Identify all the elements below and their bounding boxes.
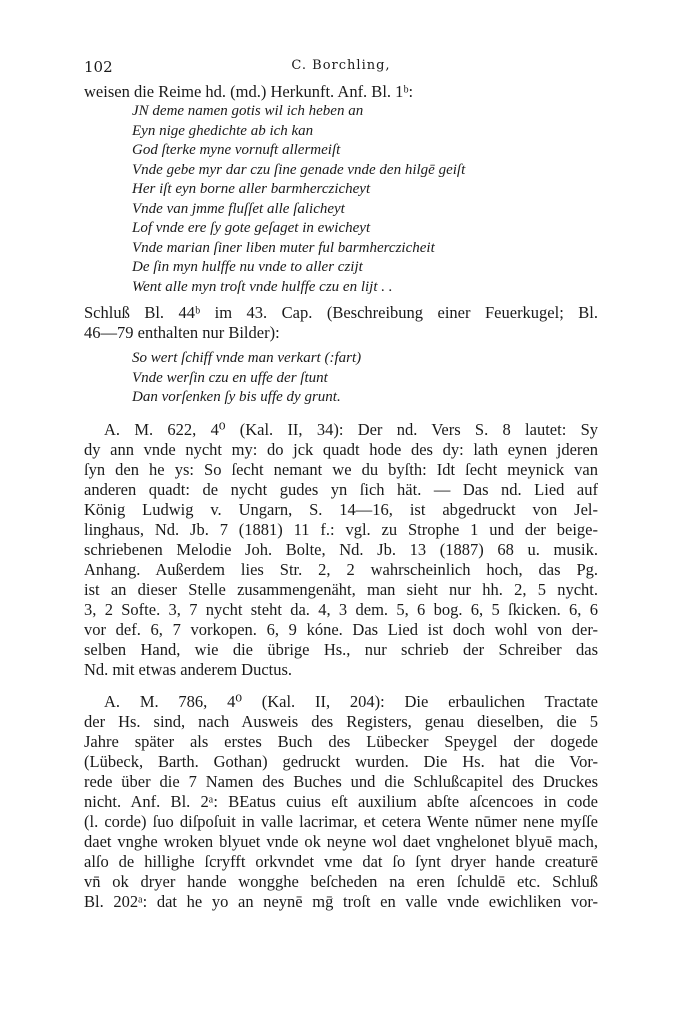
- paragraph-line: König Ludwig v. Ungarn, S. 14—16, ist abgedruckt von Jel-: [84, 499, 598, 519]
- paragraph-line: A. M. 786, 4⁰ (Kal. II, 204): Die erbaulichen Tractate: [104, 691, 598, 711]
- verse-line: Eyn nige ghedichte ab ich kan: [132, 122, 314, 139]
- verse-line: Vnde marian ſiner liben muter ful barmherczicheit: [132, 239, 435, 256]
- paragraph-line: Nd. mit etwas anderem Ductus.: [84, 659, 293, 679]
- paragraph-line: ist an dieser Stelle zusammengenäht, man sieht nur hh. 2, 5 nycht.: [84, 579, 598, 599]
- document-page: [84, 58, 598, 912]
- paragraph-am-622: [84, 420, 598, 680]
- verse-line: Vnde werſin czu en uffe der ſtunt: [132, 369, 328, 386]
- paragraph-line: Anhang. Außerdem lies Str. 2, 2 wahrscheinlich hoch, das Pg.: [84, 559, 598, 579]
- verse-line: Lof vnde ere ſy gote geſaget in ewicheyt: [132, 220, 371, 236]
- paragraph-line: ſyn den he ys: So ſecht nemant we du byſth: Idt ſecht meynick van: [84, 459, 598, 479]
- paragraph-line: der Hs. sind, nach Ausweis des Registers, genau dieselben, die 5: [84, 711, 598, 731]
- running-title: C. Borchling,: [291, 58, 391, 73]
- verse-line: Went alle myn troſt vnde hulffe czu en lijt . .: [132, 278, 393, 295]
- paragraph-line: vor def. 6, 7 vorkopen. 6, 9 kóne. Das Lied ist doch wohl von der-: [84, 619, 598, 639]
- verse-block-2: [84, 349, 598, 408]
- page-number: 102: [84, 58, 113, 76]
- verse-line: JN deme namen gotis wil ich heben an: [132, 103, 364, 119]
- page-header: [84, 58, 598, 82]
- paragraph-schluss: [84, 303, 598, 343]
- paragraph-line: nicht. Anf. Bl. 2ᵃ: BEatus cuius eſt auxilium abſte aſcencoes in code: [84, 791, 598, 811]
- paragraph-line: 46—79 enthalten nur Bilder):: [84, 323, 280, 342]
- verse-line: Dan vorſenken ſy bis uffe dy grunt.: [132, 389, 341, 405]
- paragraph-line: selben Hand, wie die übrige Hs., nur schrieb der Schreiber das: [84, 639, 598, 659]
- paragraph-line: daet vnghe wroken blyuet vnde ok neyne wol daet vnghelonet blyuē mach,: [84, 831, 598, 851]
- paragraph-line: Schluß Bl. 44ᵇ im 43. Cap. (Beschreibung einer Feuerkugel; Bl.: [84, 303, 598, 322]
- paragraph-line: (Lübeck, Barth. Gothan) gedruckt wurden. Die Hs. hat die Vor-: [84, 751, 598, 771]
- paragraph-line: schriebenen Melodie Joh. Bolte, Nd. Jb. 13 (1887) 68 u. musik.: [84, 539, 598, 559]
- verse-line: Vnde van jmme fluſſet alle ſalicheyt: [132, 200, 345, 217]
- paragraph-line: Jahre später als erstes Buch des Lübecker Speygel der dogede: [84, 731, 598, 751]
- verse-line: So wert ſchiff vnde man verkart (:fart): [132, 350, 362, 366]
- verse-line: Vnde gebe myr dar czu ſine genade vnde den hilgē geiſt: [132, 161, 466, 178]
- paragraph-line: linghaus, Nd. Jb. 7 (1881) 11 f.: vgl. zu Strophe 1 und der beige-: [84, 519, 598, 539]
- paragraph-line: rede über die 7 Namen des Buches und die Schlußcapitel des Druckes: [84, 771, 598, 791]
- paragraph-line: weisen die Reime hd. (md.) Herkunft. Anf. Bl. 1ᵇ:: [84, 82, 414, 101]
- paragraph-line: Bl. 202ᵃ: dat he yo an neynē mḡ troſt en valle vnde ewichliken vor-: [84, 891, 598, 911]
- verse-line: God ſterke myne vornuft allermeiſt: [132, 142, 341, 158]
- paragraph-line: 3, 2 Softe. 3, 7 nycht steht da. 4, 3 dem. 5, 6 bog. 6, 5 ſkicken. 6, 6: [84, 599, 598, 619]
- paragraph-line: (l. corde) ſuo diſpoſuit in valle lacrimar, et cetera Wente nūmer nene myſſe: [84, 811, 598, 831]
- paragraph-line: alſo de hillighe ſcryfft orkvndet vme dat ſo ſynt dryer hande creaturē: [84, 851, 598, 871]
- verse-line: Her iſt eyn borne aller barmherczicheyt: [132, 181, 371, 197]
- paragraph-line: dy ann vnde nycht my: do jck quadt hode des dy: lath eynen jderen: [84, 439, 598, 459]
- verse-block-1: [84, 102, 598, 297]
- paragraph-line: vn̄ ok dryer hande wongghe beſcheden na eren ſchuldē etc. Schluß: [84, 871, 598, 891]
- paragraph-line: anderen quadt: de nycht gudes yn ſich hät. — Das nd. Lied auf: [84, 479, 598, 499]
- verse-line: De ſin myn hulffe nu vnde to aller czijt: [132, 259, 363, 275]
- paragraph-line: A. M. 622, 4⁰ (Kal. II, 34): Der nd. Vers S. 8 lautet: Sy: [104, 419, 598, 439]
- paragraph-am-786: [84, 692, 598, 912]
